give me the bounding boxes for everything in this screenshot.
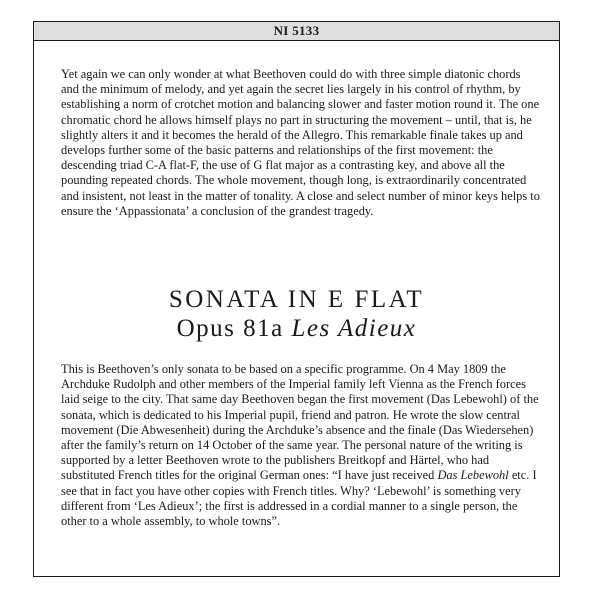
paragraph-text-part1: This is Beethoven’s only sonata to be based on a specific programme. On 4 May 1809 the Archduke Rudolph and other members of the Imperial family left Vienna as the French forces laid seige to the city. That same day Beethoven began the first movement (Das Lebewohl) of the sonata, which is dedicated to his Imperial pupil, friend and patron. He wrote the slow central movement (Die Abwesenheit) during the Archduke’s absence and the finale (Das Wiedersehen) after the family’s return on 14 October of the same year. The personal nature of the writing is supported by a letter Beethoven wrote to the publishers Breitkopf and Härtel, who had substituted French titles for the original German ones: “I have just received <box>61 362 539 483</box>
section-title <box>34 286 559 344</box>
catalog-header <box>34 22 559 41</box>
catalog-number: NI 5133 <box>273 23 320 38</box>
paragraph-italic-title: Das Lebewohl <box>437 468 509 483</box>
sonata-title: SONATA IN E FLAT <box>168 286 425 313</box>
opus-number: Opus 81a <box>176 315 284 342</box>
page-frame <box>33 21 560 577</box>
paragraph-les-adieux <box>61 362 541 529</box>
paragraph-text-part2: etc. I see that in fact you have other copies with French titles. Why? ‘Lebewohl’ is something very different from ‘Les Adieux’; the first is addressed in a cordial manner to a single person, the other to a whole assembly, to whole towns”. <box>61 468 537 529</box>
paragraph-appassionata: Yet again we can only wonder at what Beethoven could do with three simple diatonic chords and the minimum of melody, and yet again the secret lies largely in his control of rhythm, by establishing a norm of crotchet motion and balancing slower and faster motion round it. The one chromatic chord he allows himself plays no part in structuring the movement – until, that is, he slightly alters it and it becomes the herald of the Allegro. This remarkable finale takes up and develops further some of the basic patterns and relationships of the first movement: the descending triad C-A flat-F, the use of G flat major as a contrasting key, and above all the pounding repeated chords. The whole movement, though long, is extraordinarily concentrated and insistent, not least in the matter of tonality. A close and select number of minor keys helps to ensure the ‘Appassionata’ a conclusion of the grandest tragedy. <box>61 67 540 218</box>
opus-title <box>34 314 559 344</box>
opus-subtitle: Les Adieux <box>291 315 417 342</box>
